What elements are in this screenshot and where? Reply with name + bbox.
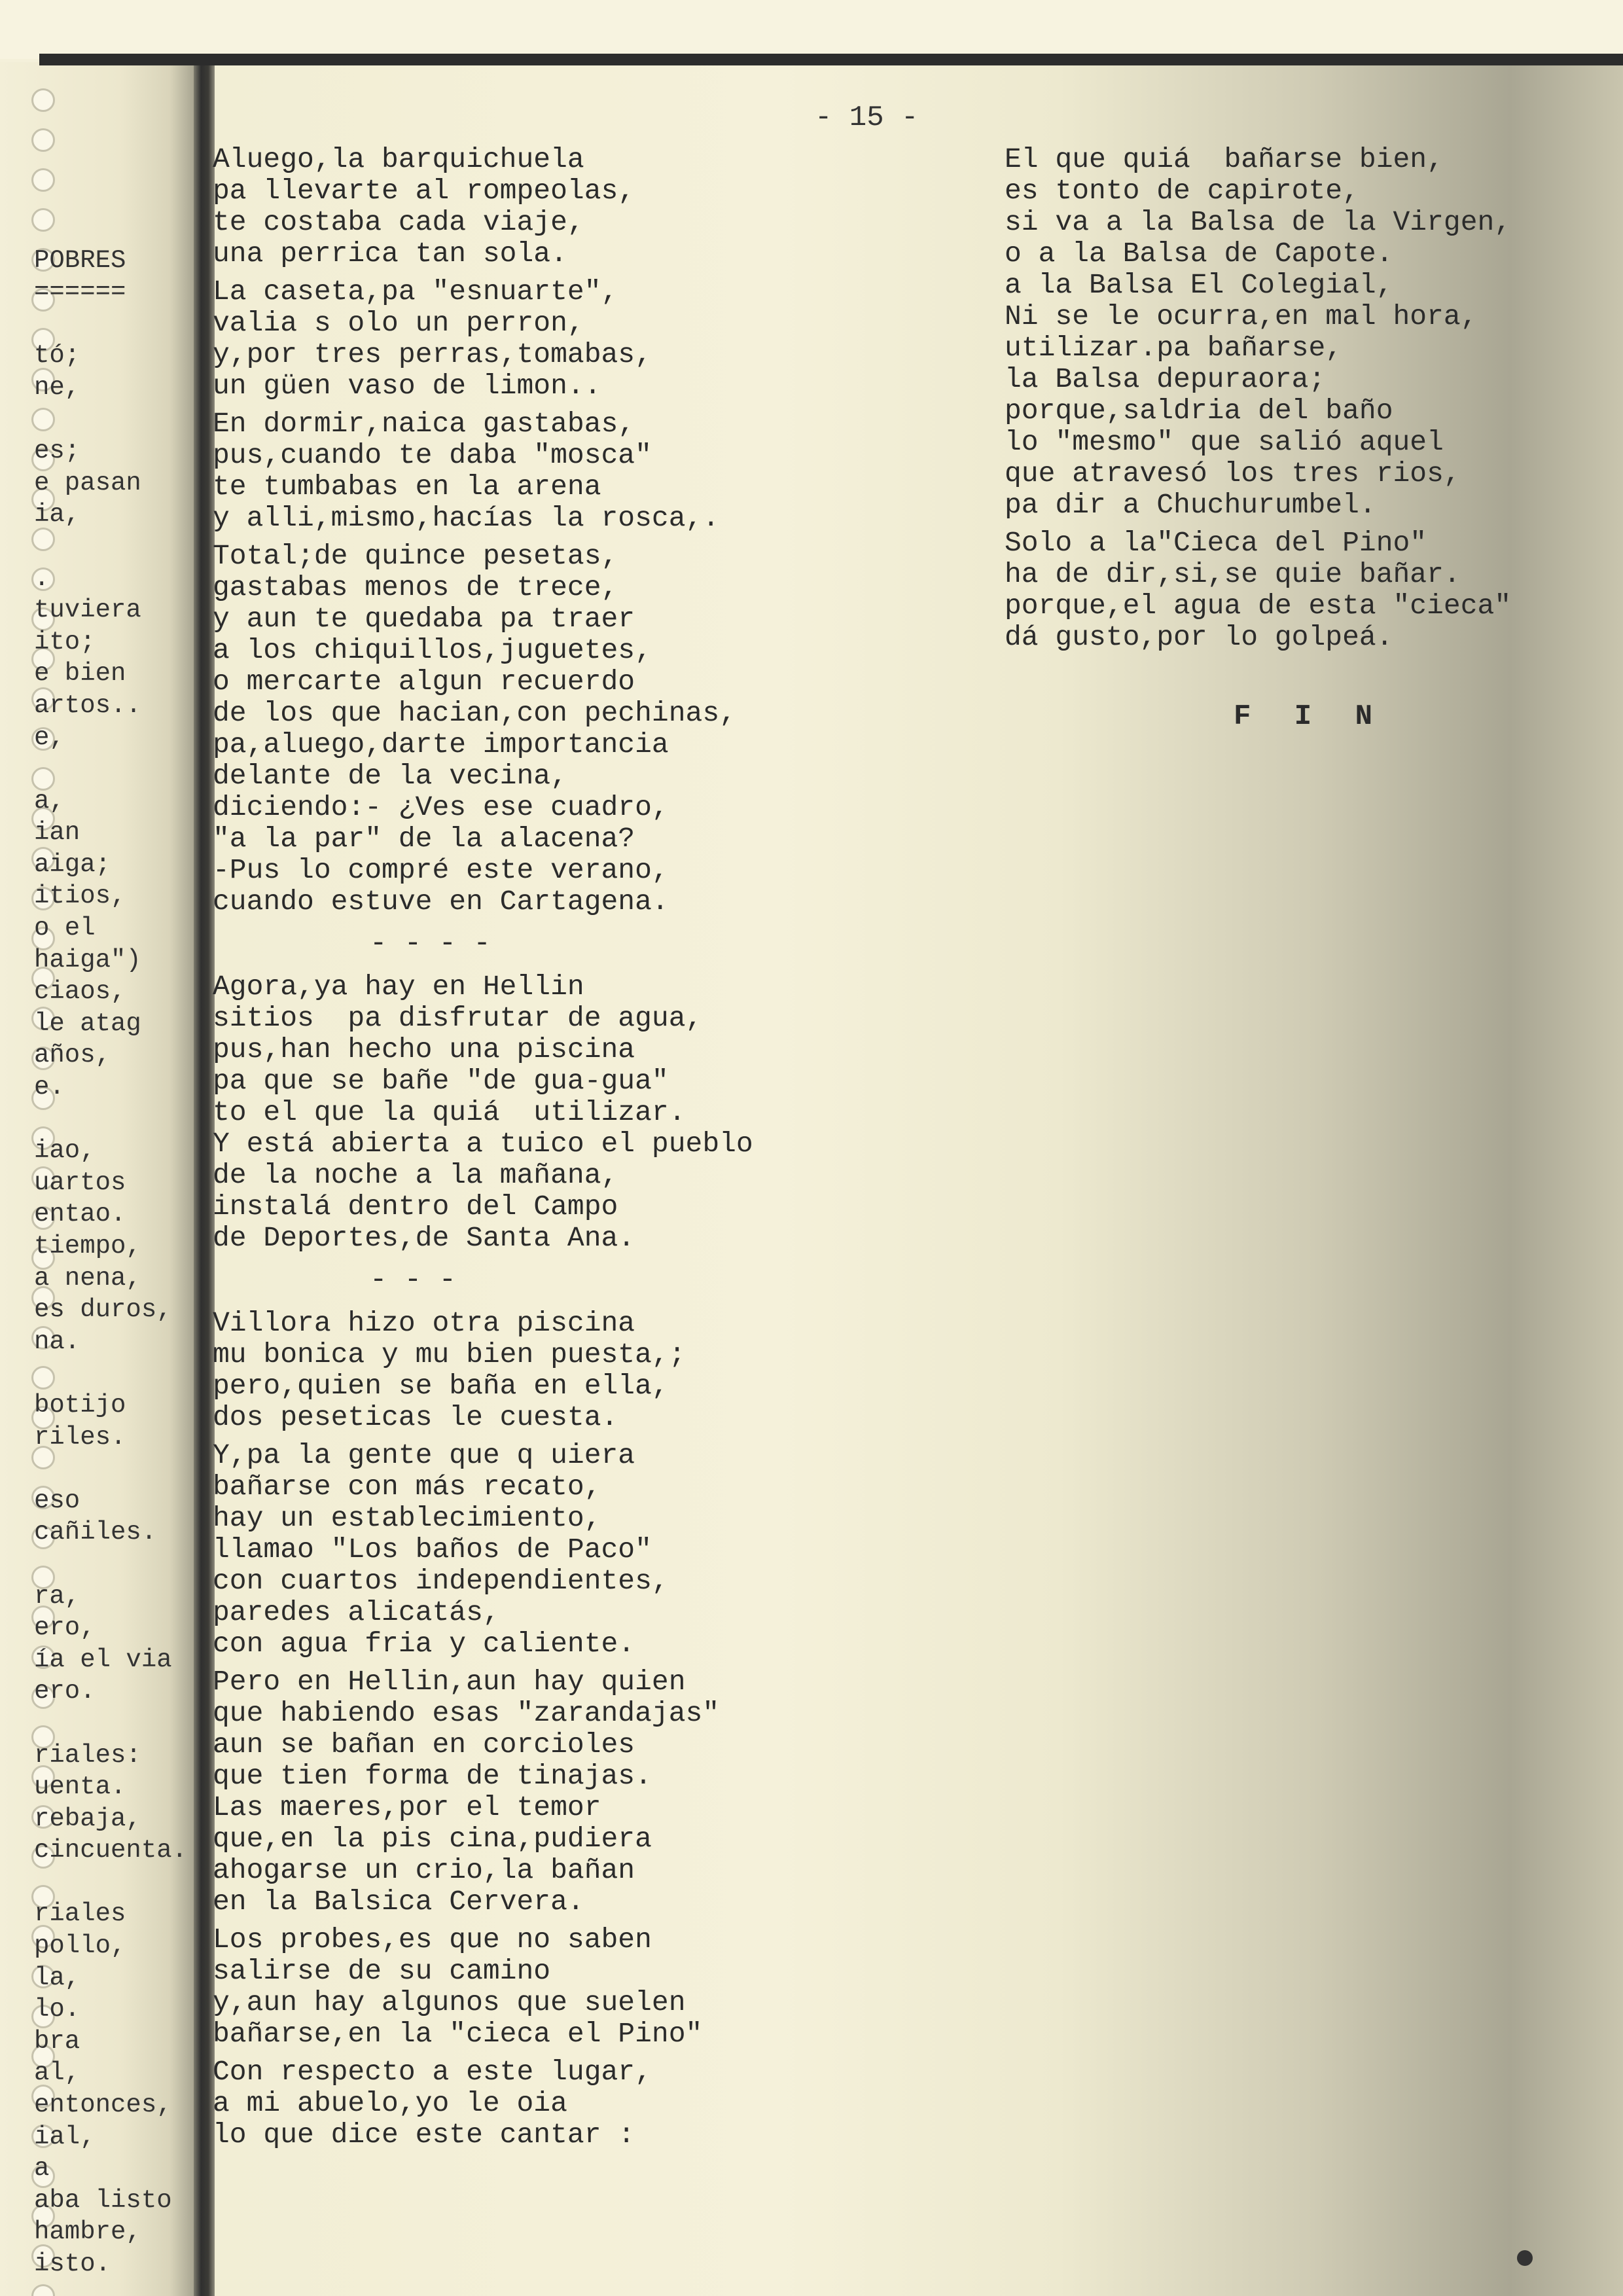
poem-line: Las maeres,por el temor [213,1791,601,1823]
spiral-ring [31,168,55,192]
stanza [213,2056,867,2151]
poem-line: de la noche a la mañana, [213,1159,618,1191]
fragment-line: itios, [34,882,126,911]
fragment-line: cincuenta. [34,1836,188,1865]
fragment-line: isto. [34,2250,111,2278]
poem-line: llamao "Los baños de Paco" [213,1534,652,1566]
fragment-line: botijo [34,1390,126,1420]
fragment-line: a, [34,786,65,816]
fragment-line: na. [34,1327,80,1356]
poem-line: Con respecto a este lugar, [213,2056,652,2088]
stanza [213,144,867,270]
poem-line: lo que dice este cantar : [213,2119,635,2151]
left-fragment-text [34,213,200,2280]
poem-line: y,aun hay algunos que suelen [213,1986,686,2018]
poem-line: Agora,ya hay en Hellin [213,971,584,1003]
fragment-line: riales: [34,1740,141,1770]
fragment-line: uenta. [34,1772,126,1802]
fragment-line: e bien [34,659,126,689]
right-poem-column [1005,144,1594,660]
fragment-line: ía el via [34,1645,172,1674]
fragment-line [34,1708,200,1740]
poem-line: una perrica tan sola. [213,238,567,270]
poem-line: Y está abierta a tuico el pueblo [213,1128,753,1160]
poem-line: a mi abuelo,yo le oia [213,2087,567,2119]
fragment-line: le atag [34,1009,141,1038]
poem-line: dos peseticas le cuesta. [213,1401,618,1433]
fragment-line: ia, [34,500,80,529]
top-rule-line [39,54,1623,65]
poem-line: te costaba cada viaje, [213,206,584,238]
fragment-line [34,1867,200,1899]
fragment-line: eso [34,1486,80,1515]
poem-line: te tumbabas en la arena [213,471,601,503]
fragment-line: ciaos, [34,977,126,1007]
spiral-ring [31,2284,55,2296]
poem-line: bañarse,en la "cieca el Pino" [213,2018,703,2050]
stanza [213,1440,867,1660]
poem-line: Pero en Hellin,aun hay quien [213,1666,686,1698]
fragment-line: ero. [34,1677,96,1706]
fragment-line [34,404,200,436]
fragment-line: haiga") [34,945,141,975]
poem-line: de Deportes,de Santa Ana. [213,1222,635,1254]
poem-line: paredes alicatás, [213,1596,500,1628]
page-spine-shadow [194,62,215,2296]
fragment-line: artos.. [34,691,141,720]
poem-line: a los chiquillos,juguetes, [213,634,652,666]
poem-line: o mercarte algun recuerdo [213,666,635,698]
spiral-ring [31,88,55,112]
fragment-line: tiempo, [34,1232,141,1261]
poem-line: la Balsa depuraora; [1005,363,1326,395]
poem-line: -Pus lo compré este verano, [213,854,669,886]
poem-line: porque,el agua de esta "cieca" [1005,590,1512,622]
stanza [1005,144,1594,521]
stanza-separator: - - - [370,1264,457,1297]
ink-dot [1517,2250,1533,2266]
fragment-line: años, [34,1041,111,1070]
poem-line: to el que la quiá utilizar. [213,1096,686,1128]
fragment-line [34,753,200,785]
fragment-line: la, [34,1963,80,1992]
underlying-page-fragment [0,62,200,2296]
poem-line: cuando estuve en Cartagena. [213,886,669,918]
poem-line: Solo a la"Cieca del Pino" [1005,527,1427,559]
poem-line: Y,pa la gente que q uiera [213,1439,635,1471]
poem-line: gastabas menos de trece, [213,571,618,603]
poem-line: que tien forma de tinajas. [213,1760,652,1792]
poem-line: pa llevarte al rompeolas, [213,175,635,207]
poem-line: La caseta,pa "esnuarte", [213,276,618,308]
poem-line: y,por tres perras,tomabas, [213,338,652,370]
fragment-line: lo. [34,1995,80,2024]
fragment-line: es duros, [34,1295,172,1325]
poem-line: pus,han hecho una piscina [213,1033,635,1066]
fragment-line: aiga; [34,850,111,879]
poem-line: pus,cuando te daba "mosca" [213,439,652,471]
poem-line: delante de la vecina, [213,760,567,792]
poem-line: que,en la pis cina,pudiera [213,1823,652,1855]
poem-line: porque,saldria del baño [1005,395,1393,427]
fragment-line: entao. [34,1200,126,1229]
fragment-line: pollo, [34,1931,126,1961]
stanza [1005,528,1594,653]
stanza-separator: - - - - [370,927,491,960]
poem-line: instalá dentro del Campo [213,1191,618,1223]
stanza [213,408,867,534]
fragment-line [34,1549,200,1581]
fragment-line: ra, [34,1581,80,1611]
poem-line: diciendo:- ¿Ves ese cuadro, [213,791,669,823]
poem-line: si va a la Balsa de la Virgen, [1005,206,1512,238]
poem-line: lo "mesmo" que salió aquel [1005,426,1444,458]
poem-line: con cuartos independientes, [213,1565,669,1597]
fragment-line: a [34,2154,50,2183]
fragment-line: iao, [34,1136,96,1166]
poem-line: utilizar.pa bañarse, [1005,332,1343,364]
poem-line: pero,quien se baña en ella, [213,1370,669,1402]
poem-line: Total;de quince pesetas, [213,540,618,572]
left-poem-column [213,144,867,2157]
stanza [213,1308,867,1433]
fragment-line: o el [34,914,96,943]
fragment-line: cañiles. [34,1518,157,1547]
poem-line: con agua fria y caliente. [213,1628,635,1660]
fragment-line: ian [34,818,80,848]
poem-line: dá gusto,por lo golpeá. [1005,621,1393,653]
fragment-line: tuviera [34,596,141,625]
fragment-line [34,1453,200,1485]
spiral-ring [31,128,55,152]
poem-line: aun se bañan en corcioles [213,1729,635,1761]
poem-line: salirse de su camino [213,1955,551,1987]
stanza [213,971,867,1254]
poem-line: bañarse con más recato, [213,1471,601,1503]
poem-line: Los probes,es que no saben [213,1924,652,1956]
fragment-line: bra [34,2026,80,2056]
stanza [213,1666,867,1918]
fragment-line: e. [34,1073,65,1102]
poem-line: a la Balsa El Colegial, [1005,269,1393,301]
poem-line: "a la par" de la alacena? [213,823,635,855]
poem-line: que atravesó los tres rios, [1005,457,1461,490]
poem-line: es tonto de capirote, [1005,175,1359,207]
fragment-line [34,1357,200,1390]
poem-line: El que quiá bañarse bien, [1005,143,1444,175]
stanza [213,276,867,402]
fragment-line: riales [34,1899,126,1929]
fragment-line: ito; [34,627,96,656]
fragment-line: entonces, [34,2090,172,2120]
poem-line: que habiendo esas "zarandajas" [213,1697,720,1729]
poem-line: un güen vaso de limon.. [213,370,601,402]
fragment-line: ne, [34,372,80,402]
fragment-line: aba listo [34,2185,172,2215]
fragment-line: al, [34,2058,80,2088]
poem-line: Ni se le ocurra,en mal hora, [1005,300,1478,332]
page-number: - 15 - [815,101,919,134]
poem-line: ahogarse un crio,la bañan [213,1854,635,1886]
poem-line: en la Balsica Cervera. [213,1886,584,1918]
poem-line: En dormir,naica gastabas, [213,408,635,440]
fragment-line: tó; [34,341,80,370]
fragment-line: hambre, [34,2217,141,2247]
fragment-line [34,308,200,340]
fragment-line: rebaja, [34,1804,141,1833]
poem-line: Aluego,la barquichuela [213,143,584,175]
fragment-line: ====== [34,278,126,307]
poem-line: y alli,mismo,hacías la rosca,. [213,502,720,534]
fragment-line [34,1103,200,1136]
fin-label: F I N [1234,700,1386,733]
poem-line: hay un establecimiento, [213,1502,601,1534]
fragment-line: ero, [34,1613,96,1643]
poem-line: de los que hacian,con pechinas, [213,697,736,729]
poem-line: mu bonica y mu bien puesta,; [213,1338,686,1371]
poem-line: o a la Balsa de Capote. [1005,238,1393,270]
fragment-line: ial, [34,2122,96,2151]
poem-line: y aun te quedaba pa traer [213,603,635,635]
fragment-line [34,213,200,245]
fragment-line: uartos [34,1168,126,1197]
fragment-line: POBRES [34,245,126,275]
poem-line: Villora hizo otra piscina [213,1307,635,1339]
poem-line: pa que se bañe "de gua-gua" [213,1065,669,1097]
poem-line: pa dir a Chuchurumbel. [1005,489,1376,521]
poem-line: pa,aluego,darte importancia [213,728,669,761]
poem-line: ha de dir,si,se quie bañar. [1005,558,1461,590]
page-top-margin [0,0,1623,59]
stanza [213,541,867,918]
fragment-line: riles. [34,1422,126,1452]
fragment-line: a nena, [34,1263,141,1293]
fragment-line: e pasan [34,468,141,497]
poem-line: sitios pa disfrutar de agua, [213,1002,703,1034]
fragment-line: e, [34,723,65,752]
poem-line: valia s olo un perron, [213,307,584,339]
fragment-line: es; [34,437,80,466]
fragment-line: . [34,564,50,593]
stanza [213,1924,867,2050]
fragment-line [34,531,200,563]
